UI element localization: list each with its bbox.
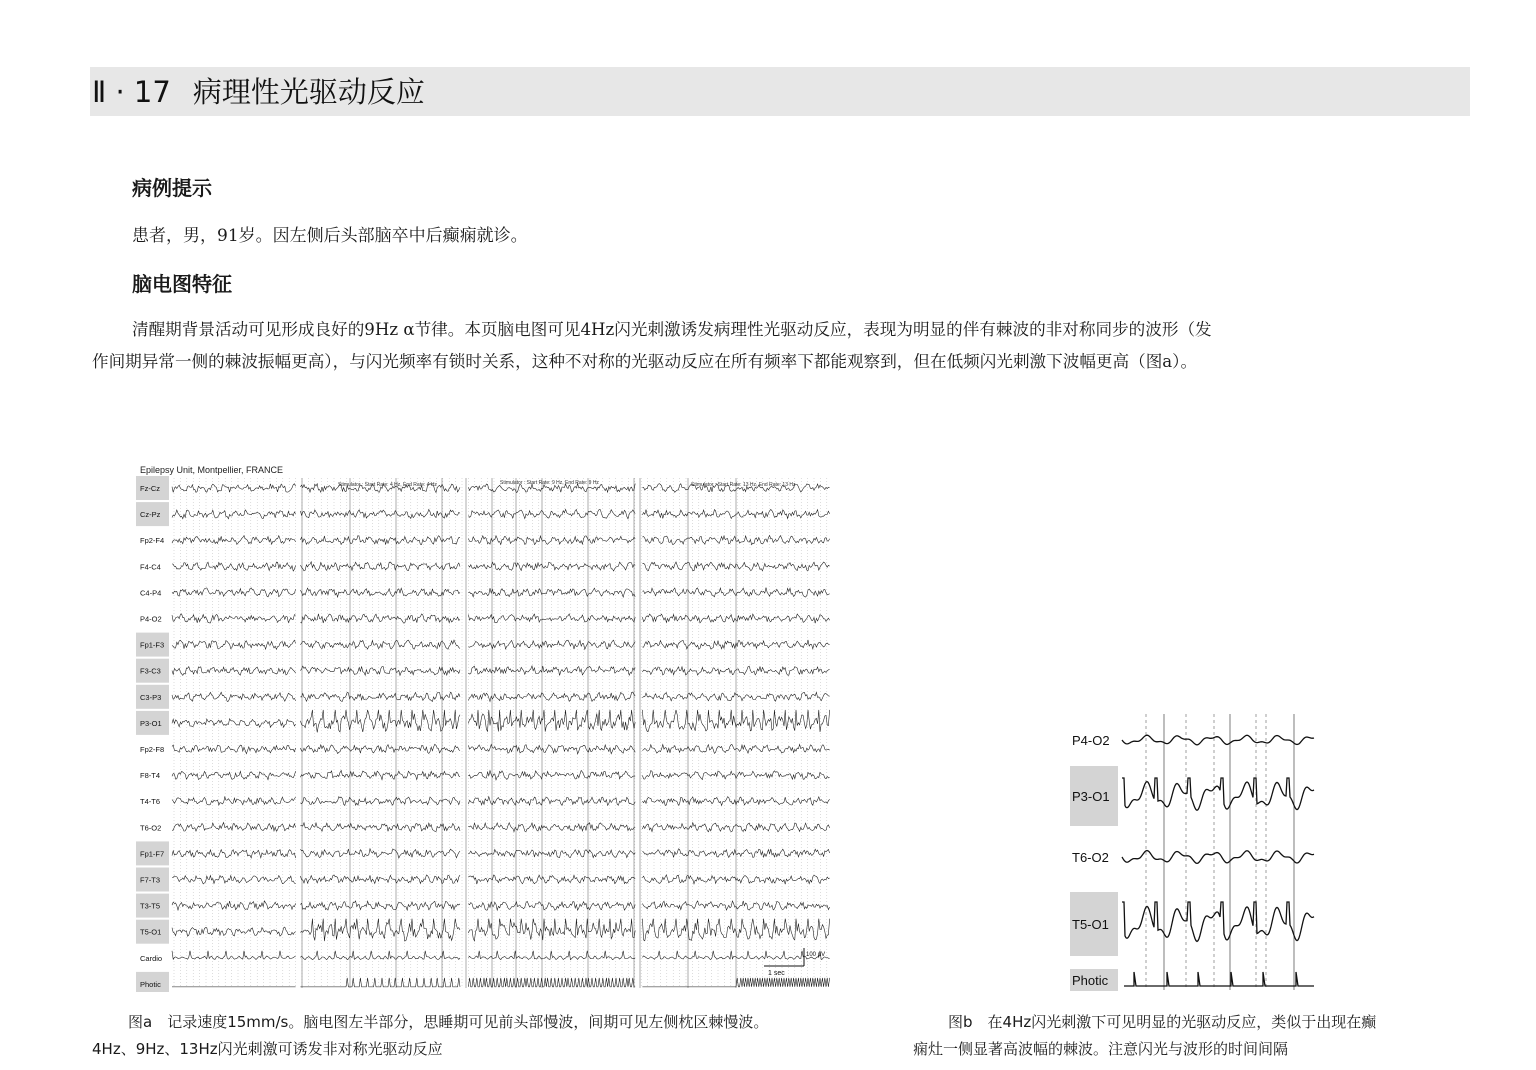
channel-label: Fp2-F4 [140, 536, 165, 546]
eeg-heading: 脑电图特征 [132, 272, 232, 296]
channel-label: P4-O2 [1072, 733, 1110, 748]
channel-label: Cardio [140, 953, 163, 963]
channel-label: T4-T6 [140, 797, 161, 807]
section-number: Ⅱ · 17 [92, 75, 171, 109]
eeg-trace [172, 875, 830, 884]
caption-b-line1: 图b 在4Hz闪光刺激下可见明显的光驱动反应，类似于出现在癫 [948, 1013, 1377, 1031]
chapter-title [92, 74, 425, 110]
eeg-trace [172, 901, 830, 910]
channel-label: Fp1-F3 [140, 640, 165, 650]
eeg-trace [1122, 851, 1314, 864]
section-title: 病理性光驱动反应 [192, 75, 425, 109]
caption-a-line2: 4Hz、9Hz、13Hz闪光刺激可诱发非对称光驱动反应 [92, 1040, 443, 1058]
channel-label: Cz-Pz [140, 510, 161, 520]
scale-time-label: 1 sec [768, 970, 785, 977]
case-heading: 病例提示 [132, 176, 212, 200]
channel-label: T5-O1 [1072, 917, 1109, 932]
channel-label: T6-O2 [1072, 850, 1109, 865]
channel-label: F4-C4 [140, 562, 161, 572]
channel-label: T6-O2 [140, 823, 162, 833]
caption-b-line2: 痫灶一侧显著高波幅的棘波。注意闪光与波形的时间间隔 [913, 1040, 1289, 1058]
eeg-trace [172, 640, 830, 649]
channel-label: Photic [140, 979, 161, 989]
channel-label: F7-T3 [140, 875, 161, 885]
institution-label: Epilepsy Unit, Montpellier, FRANCE [140, 465, 284, 475]
stimulator-label-9hz: Stimulator : Start Rate: 9 Hz, End Rate: 9 Hz [500, 480, 599, 486]
eeg-text-line1: 清醒期背景活动可见形成良好的9Hz α节律。本页脑电图可见4Hz闪光刺激诱发病理性光驱动反应，表现为明显的伴有棘波的非对称同步的波形（发 [132, 320, 1212, 339]
eeg-trace [172, 692, 830, 701]
eeg-trace [172, 797, 830, 806]
channel-label: P3-O1 [1072, 789, 1110, 804]
eeg-trace [1122, 902, 1314, 941]
caption-a-line1: 图a 记录速度15mm/s。脑电图左半部分，思睡期可见前头部慢波，间期可见左侧枕区棘慢波。 [128, 1013, 769, 1031]
eeg-trace [172, 562, 830, 571]
eeg-figure-a [136, 462, 833, 992]
eeg-text-line2: 作间期异常一侧的棘波振幅更高），与闪光频率有锁时关系，这种不对称的光驱动反应在所有频率下都能观察到，但在低频闪光刺激下波幅更高（图a）。 [92, 352, 1198, 371]
channel-label: C4-P4 [140, 588, 162, 598]
stimulator-label-4hz: Stimulator : Start Rate: 4 Hz, End Rate: 4 Hz [338, 482, 437, 488]
channel-label: P4-O2 [140, 614, 162, 624]
case-text: 患者，男，91岁。因左侧后头部脑卒中后癫痫就诊。 [132, 226, 528, 246]
eeg-trace [172, 535, 830, 544]
scale-amp-label: 100 μV [806, 952, 826, 958]
channel-label: Fz-Cz [140, 484, 160, 493]
channel-label: Photic [1072, 973, 1109, 988]
channel-label: F8-T4 [140, 771, 161, 781]
stimulator-label-13hz: Stimulator : Start Rate: 13 Hz, End Rate: 13 Hz [691, 482, 796, 488]
eeg-figure-b [1066, 712, 1316, 994]
eeg-trace [1124, 972, 1314, 986]
channel-label: Fp2-F8 [140, 745, 165, 754]
channel-label: F3-C3 [140, 666, 161, 676]
channel-label: P3-O1 [140, 718, 162, 728]
channel-label: T3-T5 [140, 901, 161, 911]
channel-label: Fp1-F7 [140, 849, 165, 859]
channel-label: C3-P3 [140, 692, 162, 702]
eeg-trace [1122, 735, 1314, 745]
channel-label: T5-O1 [140, 927, 162, 937]
eeg-trace [172, 614, 830, 623]
eeg-trace [1122, 778, 1314, 810]
